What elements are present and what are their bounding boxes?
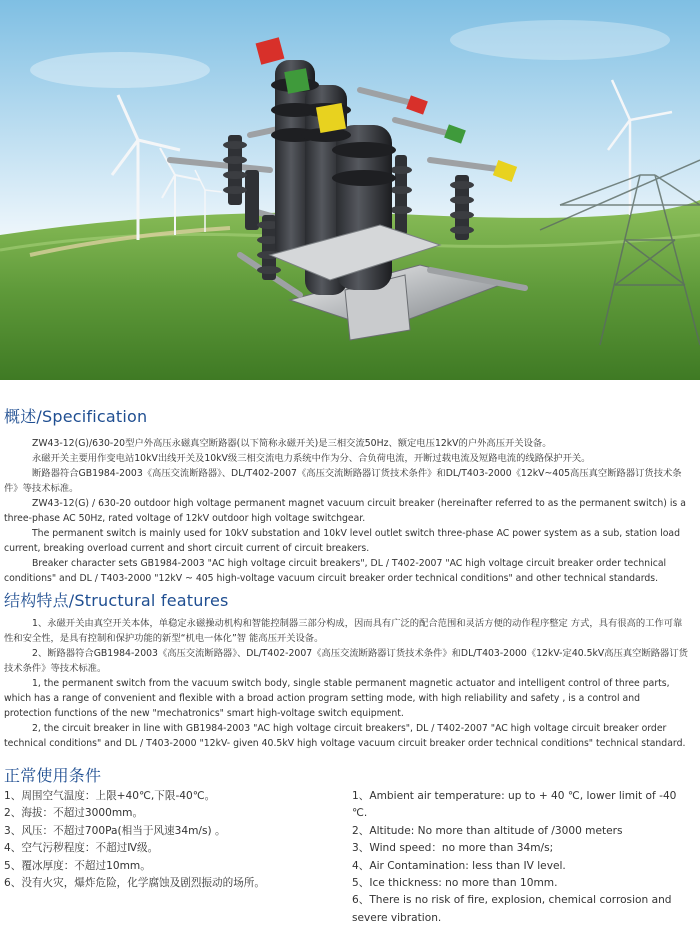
spec-line-6: Breaker character sets GB1984-2003 "AC high voltage circuit breakers", DL / T402-2007 "AC high voltage circuit breaker order technical conditions" and DL / T403-2000 "12kV ~ 405 high-voltage vacuum circuit breaker order technical conditions" and other technical standards. bbox=[4, 558, 667, 584]
condition-en-2: 2、Altitude: No more than altitude of /3000 meters bbox=[352, 824, 623, 837]
spec-line-4: ZW43-12(G) / 630-20 outdoor high voltage permanent magnet vacuum circuit breaker (hereinafter referred to as the permanent switch) is a three-phase AC 50Hz, rated voltage of 12kV outdoor high voltage switchgear. bbox=[4, 498, 686, 524]
structural-line-2: 2、断路器符合GB1984-2003《高压交流断路器》、DL/T402-2007《高压交流断路器订货技术条件》和DL/T403-2000《12kV-定40.5kV高压真空断路器订货技术条件》等技术标准。 bbox=[4, 648, 688, 674]
product-photo bbox=[0, 0, 700, 380]
condition-en-5: 5、Ice thickness: no more than 10mm. bbox=[352, 877, 558, 890]
condition-cn-1: 1、周围空气温度：上限+40℃,下限-40℃。 bbox=[4, 790, 216, 802]
structural-line-1: 1、永磁开关由真空开关本体，单稳定永磁操动机构和智能控制器三部分构成，因而具有广泛的配合范围和灵活方便的动作程序整定 方式，具有很高的工作可靠性和安全性，是具有控制和保护功能的新型“机电一体化”智 能高压开关设备。 bbox=[4, 618, 683, 644]
specification-text bbox=[4, 436, 690, 586]
conditions-list-cn bbox=[4, 788, 304, 892]
spec-line-3: 断路器符合GB1984-2003《高压交流断路器》、DL/T402-2007《高压交流断路器订货技术条件》和DL/T403-2000《12kV~405高压真空断路器订货技术条件》等技术标准。 bbox=[4, 468, 682, 494]
condition-en-6: 6、There is no risk of fire, explosion, chemical corrosion and severe vibration. bbox=[352, 894, 672, 924]
structural-heading: 结构特点/Structural features bbox=[4, 591, 229, 610]
conditions-heading: 正常使用条件 bbox=[4, 766, 102, 785]
spec-line-5: The permanent switch is mainly used for 10kV substation and 10kV level outlet switch three-phase AC power system as a sub, station load current, breaking overload current and short circuit current of circuit breakers. bbox=[4, 528, 681, 554]
condition-cn-2: 2、海拔：不超过3000mm。 bbox=[4, 807, 144, 820]
condition-en-1: 1、Ambient air temperature: up to + 40 ℃, lower limit of -40 ℃. bbox=[352, 790, 677, 820]
condition-cn-5: 5、覆冰厚度：不超过10mm。 bbox=[4, 859, 151, 872]
condition-cn-3: 3、风压：不超过700Pa(相当于风速34m/s) 。 bbox=[4, 824, 226, 837]
condition-cn-4: 4、空气污秽程度：不超过Ⅳ级。 bbox=[4, 842, 159, 855]
specification-heading: 概述/Specification bbox=[4, 407, 148, 426]
condition-cn-6: 6、没有火灾，爆炸危险，化学腐蚀及剧烈振动的场所。 bbox=[4, 877, 265, 890]
structural-line-4: 2, the circuit breaker in line with GB1984-2003 "AC high voltage circuit breakers", DL / T402-2007 "AC high voltage circuit breaker order technical conditions" and DL / T403-2000 "12kV- given 40.5kV high voltage vacuum circuit breaker order technical conditions" technical standard. bbox=[4, 723, 686, 749]
document-body bbox=[0, 380, 700, 924]
condition-en-4: 4、Air Contamination: less than IV level. bbox=[352, 859, 566, 872]
structural-line-3: 1, the permanent switch from the vacuum switch body, single stable permanent magnetic actuator and intelligent control of three parts, which has a range of convenient and flexible with a broad action program setting mode, with high reliability and safety , is a control and protection functions of the new "mechatronics" smart high-voltage switch equipment. bbox=[4, 678, 670, 719]
breaker-illustration bbox=[0, 0, 700, 380]
spec-line-1: ZW43-12(G)/630-20型户外高压永磁真空断路器(以下简称永磁开关)是三相交流50Hz、额定电压12kV的户外高压开关设备。 bbox=[32, 438, 552, 449]
conditions-list-en bbox=[352, 788, 694, 927]
spec-line-2: 永磁开关主要用作变电站10kV出线开关及10kV级三相交流电力系统中作为分、合负荷电流，开断过载电流及短路电流的线路保护开关。 bbox=[32, 453, 591, 464]
structural-text bbox=[4, 616, 690, 751]
condition-en-3: 3、Wind speed：no more than 34m/s; bbox=[352, 842, 554, 855]
